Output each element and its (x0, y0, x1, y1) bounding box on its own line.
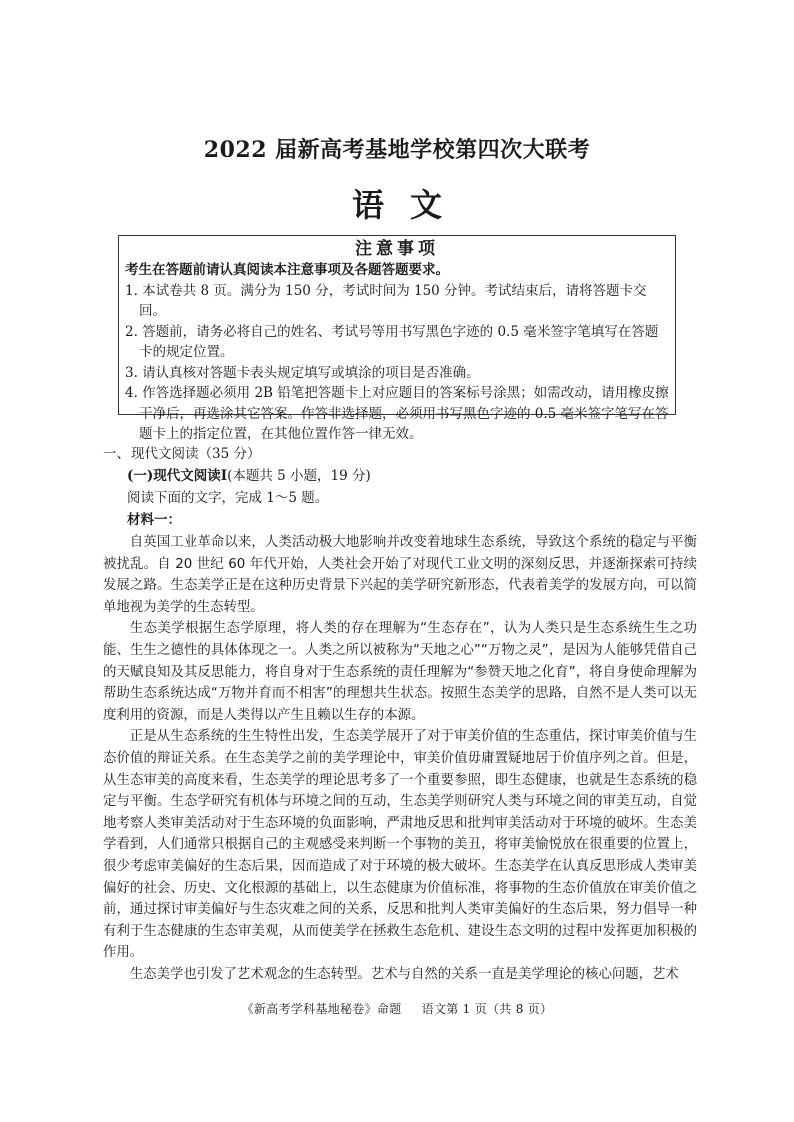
footer-page-number: 语文第 1 页（共 8 页） (421, 1002, 553, 1016)
notice-title: 注意事项 (355, 239, 439, 259)
notice-box (118, 235, 676, 442)
section-heading (103, 444, 260, 464)
passage-paragraph: 生态美学根据生态学原理，将人类的存在理解为“生态存在”，认为人类只是生态系统生生之功能、生生之德性的具体体现之一。人类之所以被称为“天地之心”“万物之灵”，是因为人能够凭借自己的天赋良知及其反思能力，将自身对于生态系统的责任理解为“参赞天地之化育”，将自身使命理解为帮助生态系统达成“万物并育而不相害”的理想共生状态。按照生态美学的思路，自然不是人类可以无度利用的资源，而是人类得以产生且赖以生存的本源。 (103, 621, 697, 723)
subsection-note: (本题共 5 小题，19 分) (227, 468, 371, 484)
subject-title: 语文 (351, 186, 468, 224)
passage-paragraph: 正是从生态系统的生生特性出发，生态美学展开了对于审美价值的生态重估，探讨审美价值与生态价值的辩证关系。在生态美学之前的美学理论中，审美价值毋庸置疑地居于价值序列之首。但是，从生态审美的高度来看，生态美学的理论思考多了一个重要参照，即生态健康，也就是生态系统的稳定与平衡。生态学研究有机体与环境之间的互动，生态美学则研究人类与环境之间的审美互动，自觉地考察人类审美活动对于生态环境的负面影响，严肃地反思和批判审美活动对于环境的破坏。生态美学看到，人们通常只根据自己的主观感受来判断一个事物的美丑，将审美愉悦放在很重要的位置上，很少考虑审美偏好的生态后果，因而造成了对于环境的极大破坏。生态美学在认真反思形成人类审美偏好的社会、历史、文化根源的基础上，以生态健康为价值标准，将事物的生态价值放在审美价值之前，通过探讨审美偏好与生态灾难之间的关系，反思和批判人类审美偏好的生态后果，努力倡导一种有利于生态健康的生态审美观，从而使美学在拯救生态危机、建设生态文明的过程中发挥更加积极的作用。 (103, 729, 697, 961)
exam-title: 2022 届新高考基地学校第四次大联考 (203, 137, 591, 163)
reading-passage (103, 532, 697, 985)
notice-intro: 考生在答题前请认真阅读本注意事项及各题答题要求。 (125, 262, 449, 278)
notice-item: 4. 作答选择题必须用 2B 铅笔把答题卡上对应题目的答案标号涂黑；如需改动，请用橡皮擦干净后，再选涂其它答案。作答非选择题，必须用书写黑色字迹的 0.5 毫米签字笔写在答题卡上的指定位置，在其他位置作答一律无效。 (125, 385, 669, 442)
notice-item: 3. 请认真核对答题卡表头规定填写或填涂的项目是否准确。 (125, 364, 480, 381)
reading-instruction: 阅读下面的文字，完成 1～5 题。 (127, 490, 329, 506)
passage-paragraph: 生态美学也引发了艺术观念的生态转型。艺术与自然的关系一直是美学理论的核心问题，艺术 (129, 966, 679, 982)
passage-paragraph: 自英国工业革命以来，人类活动极大地影响并改变着地球生态系统，导致这个系统的稳定与平衡被扰乱。自 20 世纪 60 年代开始，人类社会开始了对现代工业文明的深刻反思，并逐渐探索可持续发展之路。生态美学正是在这种历史背景下兴起的美学研究新形态，代表着美学的发展方向，可以简单地视为美学的生态转型。 (103, 535, 697, 615)
subsection-title: (一)现代文阅读Ⅰ (127, 468, 228, 484)
subsection-heading (127, 466, 371, 486)
section-title: 现代文阅读（35 分） (131, 446, 261, 462)
material-label: 材料一： (127, 512, 181, 528)
section-number: 一、 (103, 446, 130, 462)
page-footer (0, 1000, 794, 1017)
notice-item: 1. 本试卷共 8 页。满分为 150 分，考试时间为 150 分钟。考试结束后，请将答题卡交回。 (125, 282, 647, 319)
footer-source: 《新高考学科基地秘卷》命题 (241, 1002, 402, 1016)
notice-item: 2. 答题前，请务必将自己的姓名、考试号等用书写黑色字迹的 0.5 毫米签字笔填写在答题卡的规定位置。 (125, 323, 659, 360)
